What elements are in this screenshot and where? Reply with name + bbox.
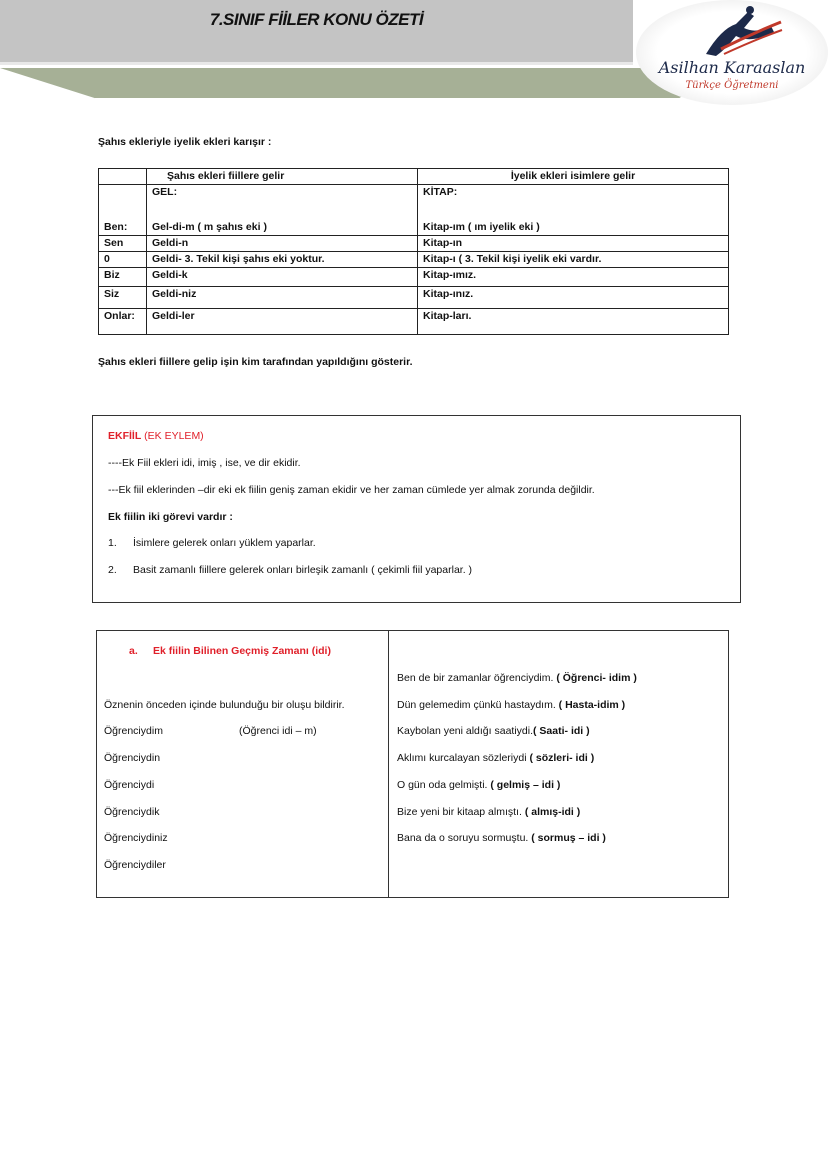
- table-cell: Kitap-ınız.: [418, 287, 729, 309]
- example-text: Dün gelemedim çünkü hastaydım.: [397, 699, 559, 711]
- table-cell: Geldi- 3. Tekil kişi şahıs eki yoktur.: [147, 252, 418, 268]
- table-row: [99, 268, 729, 287]
- example: [397, 672, 637, 684]
- table-cell: [147, 185, 418, 236]
- page-title: 7.SINIF FİİLER KONU ÖZETİ: [209, 10, 424, 29]
- example-analysis: ( Saati- idi ): [533, 725, 590, 737]
- table-row: [99, 252, 729, 268]
- table-cell: Biz: [99, 268, 147, 287]
- header-divider: [95, 98, 730, 103]
- example-analysis: ( Öğrenci- idim ): [556, 672, 637, 684]
- runner-logo-icon: [676, 4, 786, 59]
- example-text: Ben de bir zamanlar öğrenciydim.: [397, 672, 557, 684]
- table-cell: Geldi-ler: [147, 309, 418, 335]
- suffix-comparison-table: [98, 168, 729, 335]
- table-cell: Kitap-ı ( 3. Tekil kişi iyelik eki vardır.: [418, 252, 729, 268]
- table-header-cell: Şahıs ekleri fiillere gelir: [147, 169, 418, 185]
- table-cell: Sen: [99, 236, 147, 252]
- ekfiil-title: [108, 430, 204, 442]
- duty-text: İsimlere gelerek onları yüklem yaparlar.: [133, 537, 316, 549]
- conjugation: Öğrenciydim: [104, 725, 163, 737]
- table-header-row: [99, 169, 729, 185]
- idi-box: [96, 630, 729, 898]
- table-cell: Siz: [99, 287, 147, 309]
- example-analysis: ( sormuş – idi ): [531, 832, 606, 844]
- example-text: Bize yeni bir kitaap almıştı.: [397, 806, 525, 818]
- table-cell: Kitap-ları.: [418, 309, 729, 335]
- example-analysis: ( almış-idi ): [524, 806, 581, 818]
- table-cell: Kitap-ın: [418, 236, 729, 252]
- logo-name: Asilhan Karaaslan: [658, 58, 806, 77]
- ekfiil-line: ----Ek Fiil ekleri idi, imiş , ise, ve dir ekidir.: [108, 457, 301, 469]
- duty-number: 2.: [108, 564, 117, 576]
- example: [397, 752, 594, 764]
- example-text: Aklımı kurcalayan sözleriydi: [397, 752, 530, 764]
- ekfiil-title-rest: (EK EYLEM): [141, 430, 204, 442]
- table-cell: [418, 185, 729, 236]
- section-note: Şahıs ekleri fiillere gelip işin kim tarafından yapıldığını gösterir.: [98, 356, 413, 368]
- table-cell: Onlar:: [99, 309, 147, 335]
- root-label: KİTAP:: [423, 186, 458, 198]
- conjugation: Öğrenciydiniz: [104, 832, 168, 844]
- example-text: Kaybolan yeni aldığı saatiydi.: [397, 725, 534, 737]
- table-cell: Geldi-n: [147, 236, 418, 252]
- table-row: [99, 185, 729, 236]
- table-row: [99, 287, 729, 309]
- example-text: Bana da o soruyu sormuştu.: [397, 832, 532, 844]
- table-row: [99, 236, 729, 252]
- conjugation: Öğrenciydiler: [104, 859, 166, 871]
- duty-number: 1.: [108, 537, 117, 549]
- conjugation: Öğrenciydi: [104, 779, 155, 791]
- column-divider: [388, 631, 389, 897]
- ekfiil-title-bold: EKFİİL: [108, 430, 142, 442]
- table-cell: 0: [99, 252, 147, 268]
- header-accent-band: [0, 68, 720, 100]
- ekfiil-box: [92, 415, 741, 603]
- cell-text: Gel-di-m ( m şahıs eki ): [152, 221, 267, 233]
- idi-analysis: (Öğrenci idi – m): [239, 725, 317, 737]
- example-analysis: ( Hasta-idim ): [558, 699, 626, 711]
- table-header-cell: [99, 169, 147, 185]
- conjugation: Öğrenciydin: [104, 752, 161, 764]
- table-cell: Geldi-k: [147, 268, 418, 287]
- idi-title: Ek fiilin Bilinen Geçmiş Zamanı (idi): [153, 645, 331, 657]
- ekfiil-line: ---Ek fiil eklerinden –dir eki ek fiilin geniş zaman ekidir ve her zaman cümlede yer almak zorunda değildir.: [108, 484, 595, 496]
- example: [397, 832, 606, 844]
- example: [397, 725, 590, 737]
- example-text: O gün oda gelmişti.: [397, 779, 491, 791]
- table-header-cell: İyelik ekleri isimlere gelir: [418, 169, 729, 185]
- example: [397, 699, 625, 711]
- logo-subtitle: Türkçe Öğretmeni: [685, 80, 779, 91]
- example: [397, 806, 580, 818]
- idi-description: Öznenin önceden içinde bulunduğu bir oluşu bildirir.: [104, 699, 345, 711]
- logo: [636, 0, 828, 105]
- duty-text: Basit zamanlı fiillere gelerek onları birleşik zamanlı ( çekimli fiil yaparlar. ): [133, 564, 473, 576]
- example: [397, 779, 560, 791]
- example-analysis: ( gelmiş – idi ): [490, 779, 561, 791]
- duties-heading: Ek fiilin iki görevi vardır :: [108, 511, 233, 523]
- table-cell: Geldi-niz: [147, 287, 418, 309]
- table-cell: Kitap-ımız.: [418, 268, 729, 287]
- idi-letter: a.: [129, 645, 138, 657]
- example-analysis: ( sözleri- idi ): [529, 752, 595, 764]
- root-label: GEL:: [152, 186, 178, 198]
- conjugation: Öğrenciydik: [104, 806, 160, 818]
- section-intro: Şahıs ekleriyle iyelik ekleri karışır :: [98, 136, 272, 148]
- table-cell: Ben:: [99, 185, 147, 236]
- table-row: [99, 309, 729, 335]
- cell-text: Kitap-ım ( ım iyelik eki ): [423, 221, 540, 233]
